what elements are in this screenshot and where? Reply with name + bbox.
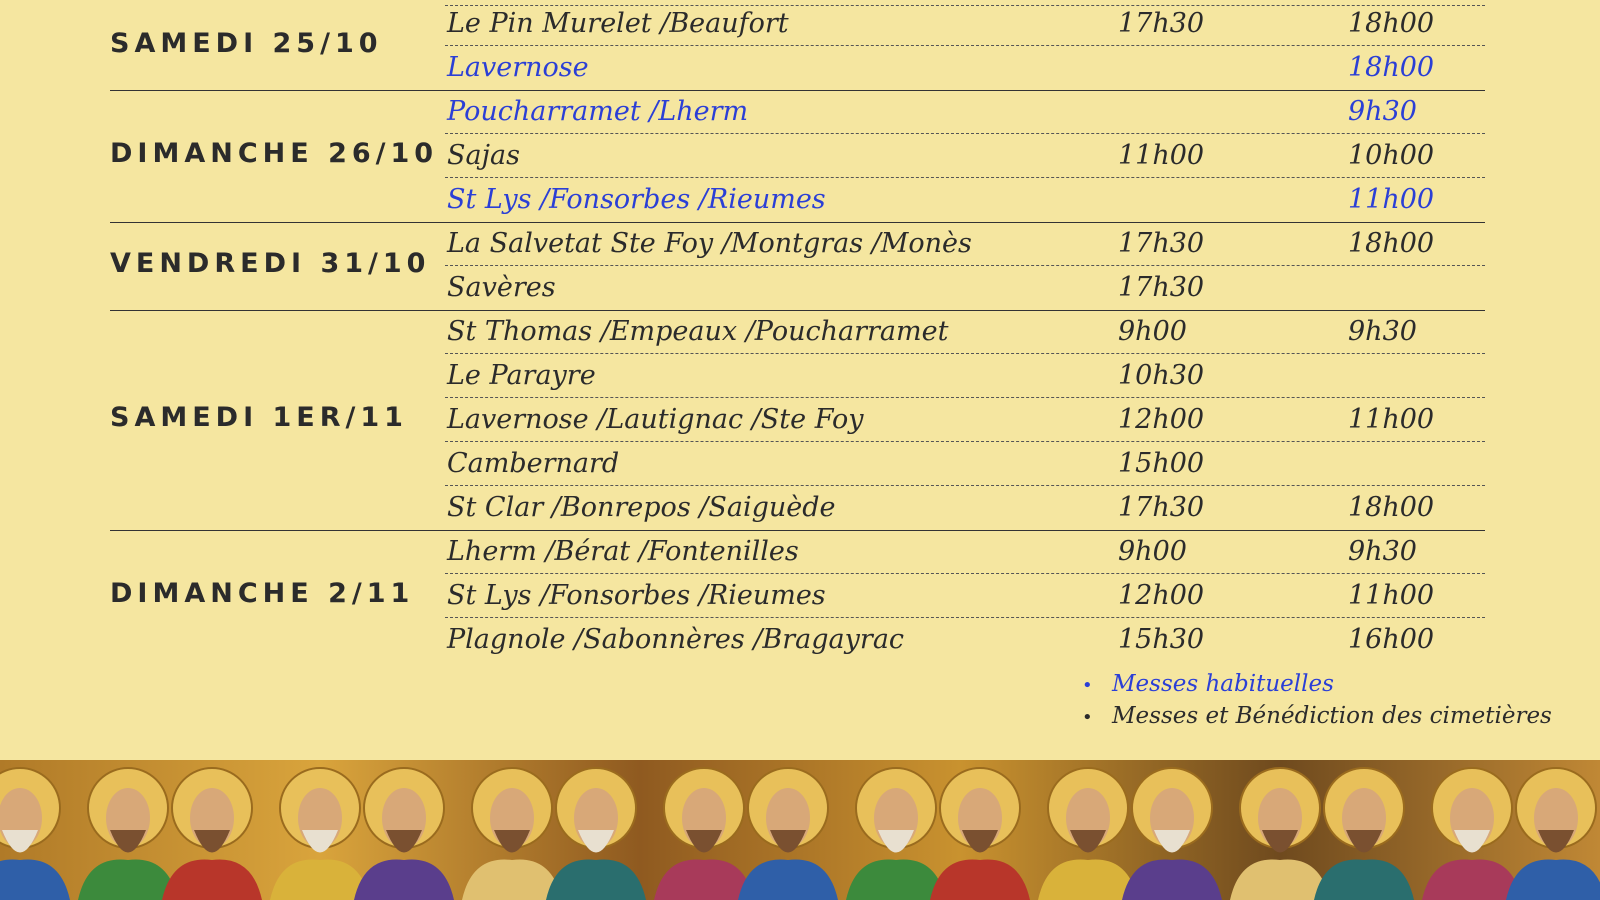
location-cell: Lavernose xyxy=(447,52,589,83)
fresco-illustration xyxy=(0,760,1600,900)
bullet-icon: • xyxy=(1082,675,1093,696)
time-cell-1: 17h30 xyxy=(1118,8,1205,39)
beard-icon xyxy=(494,830,530,853)
beard-icon xyxy=(1262,830,1298,853)
time-cell-2: 9h30 xyxy=(1348,536,1417,567)
time-cell-1: 15h00 xyxy=(1118,448,1205,479)
legend-item-habituelles xyxy=(1082,668,1552,700)
time-cell-2: 9h30 xyxy=(1348,96,1417,127)
day-label: SAMEDI 1ER/11 xyxy=(110,402,408,433)
beard-icon xyxy=(1070,830,1106,853)
row-divider xyxy=(445,5,1485,6)
day-group xyxy=(0,2,1600,90)
robe-icon xyxy=(1230,860,1330,900)
bullet-icon: • xyxy=(1082,707,1093,728)
location-cell: St Clar /Bonrepos /Saiguède xyxy=(447,492,836,523)
schedule-row xyxy=(0,530,1600,574)
schedule-row xyxy=(0,266,1600,310)
schedule-row xyxy=(0,222,1600,266)
time-cell-1: 17h30 xyxy=(1118,272,1205,303)
location-cell: Le Pin Murelet /Beaufort xyxy=(447,8,789,39)
robe-icon xyxy=(1506,860,1600,900)
robe-icon xyxy=(162,860,262,900)
schedule-row xyxy=(0,486,1600,530)
time-cell-1: 17h30 xyxy=(1118,492,1205,523)
beard-icon xyxy=(110,830,146,853)
location-cell: La Salvetat Ste Foy /Montgras /Monès xyxy=(447,228,972,259)
robe-icon xyxy=(846,860,946,900)
time-cell-1: 9h00 xyxy=(1118,536,1187,567)
robe-icon xyxy=(354,860,454,900)
day-group xyxy=(0,530,1600,662)
beard-icon xyxy=(578,830,614,853)
time-cell-2: 11h00 xyxy=(1348,580,1435,611)
robe-icon xyxy=(0,860,70,900)
schedule-row xyxy=(0,354,1600,398)
schedule-row xyxy=(0,442,1600,486)
legend-item-cimetieres xyxy=(1082,700,1552,732)
location-cell: Sajas xyxy=(447,140,520,171)
location-cell: Lherm /Bérat /Fontenilles xyxy=(447,536,799,567)
robe-icon xyxy=(78,860,178,900)
day-label: DIMANCHE 2/11 xyxy=(110,578,415,609)
saints-fresco-image xyxy=(0,760,1600,900)
beard-icon xyxy=(2,830,38,853)
day-label: VENDREDI 31/10 xyxy=(110,248,431,279)
time-cell-2: 11h00 xyxy=(1348,184,1435,215)
time-cell-1: 17h30 xyxy=(1118,228,1205,259)
beard-icon xyxy=(770,830,806,853)
time-cell-2: 11h00 xyxy=(1348,404,1435,435)
schedule-row xyxy=(0,310,1600,354)
beard-icon xyxy=(302,830,338,853)
schedule-row xyxy=(0,398,1600,442)
time-cell-2: 18h00 xyxy=(1348,228,1435,259)
robe-icon xyxy=(738,860,838,900)
legend-text: Messes et Bénédiction des cimetières xyxy=(1112,703,1552,729)
robe-icon xyxy=(1038,860,1138,900)
location-cell: St Thomas /Empeaux /Poucharramet xyxy=(447,316,949,347)
beard-icon xyxy=(1454,830,1490,853)
time-cell-1: 12h00 xyxy=(1118,580,1205,611)
time-cell-2: 10h00 xyxy=(1348,140,1435,171)
time-cell-1: 12h00 xyxy=(1118,404,1205,435)
beard-icon xyxy=(878,830,914,853)
robe-icon xyxy=(654,860,754,900)
robe-icon xyxy=(462,860,562,900)
legend-text: Messes habituelles xyxy=(1112,671,1334,697)
time-cell-1: 11h00 xyxy=(1118,140,1205,171)
location-cell: Poucharramet /Lherm xyxy=(447,96,749,127)
beard-icon xyxy=(1154,830,1190,853)
top-divider xyxy=(0,0,1600,6)
beard-icon xyxy=(686,830,722,853)
schedule-row xyxy=(0,2,1600,46)
schedule-row xyxy=(0,618,1600,662)
robe-icon xyxy=(1422,860,1522,900)
time-cell-2: 18h00 xyxy=(1348,492,1435,523)
day-group xyxy=(0,310,1600,530)
legend xyxy=(1082,668,1552,732)
day-group xyxy=(0,222,1600,310)
schedule-row xyxy=(0,134,1600,178)
day-group xyxy=(0,90,1600,222)
beard-icon xyxy=(1346,830,1382,853)
beard-icon xyxy=(194,830,230,853)
schedule-row xyxy=(0,46,1600,90)
time-cell-1: 15h30 xyxy=(1118,624,1205,655)
schedule-row xyxy=(0,90,1600,134)
robe-icon xyxy=(1122,860,1222,900)
schedule-row xyxy=(0,574,1600,618)
location-cell: Plagnole /Sabonnères /Bragayrac xyxy=(447,624,905,655)
time-cell-1: 10h30 xyxy=(1118,360,1205,391)
location-cell: Lavernose /Lautignac /Ste Foy xyxy=(447,404,864,435)
day-label: SAMEDI 25/10 xyxy=(110,28,383,59)
location-cell: Le Parayre xyxy=(447,360,596,391)
robe-icon xyxy=(1314,860,1414,900)
day-label: DIMANCHE 26/10 xyxy=(110,138,439,169)
location-cell: Cambernard xyxy=(447,448,620,479)
time-cell-2: 18h00 xyxy=(1348,8,1435,39)
time-cell-2: 16h00 xyxy=(1348,624,1435,655)
robe-icon xyxy=(930,860,1030,900)
schedule-row xyxy=(0,178,1600,222)
time-cell-1: 9h00 xyxy=(1118,316,1187,347)
time-cell-2: 9h30 xyxy=(1348,316,1417,347)
beard-icon xyxy=(962,830,998,853)
beard-icon xyxy=(1538,830,1574,853)
location-cell: St Lys /Fonsorbes /Rieumes xyxy=(447,580,826,611)
location-cell: Savères xyxy=(447,272,556,303)
robe-icon xyxy=(546,860,646,900)
location-cell: St Lys /Fonsorbes /Rieumes xyxy=(447,184,826,215)
robe-icon xyxy=(270,860,370,900)
beard-icon xyxy=(386,830,422,853)
time-cell-2: 18h00 xyxy=(1348,52,1435,83)
